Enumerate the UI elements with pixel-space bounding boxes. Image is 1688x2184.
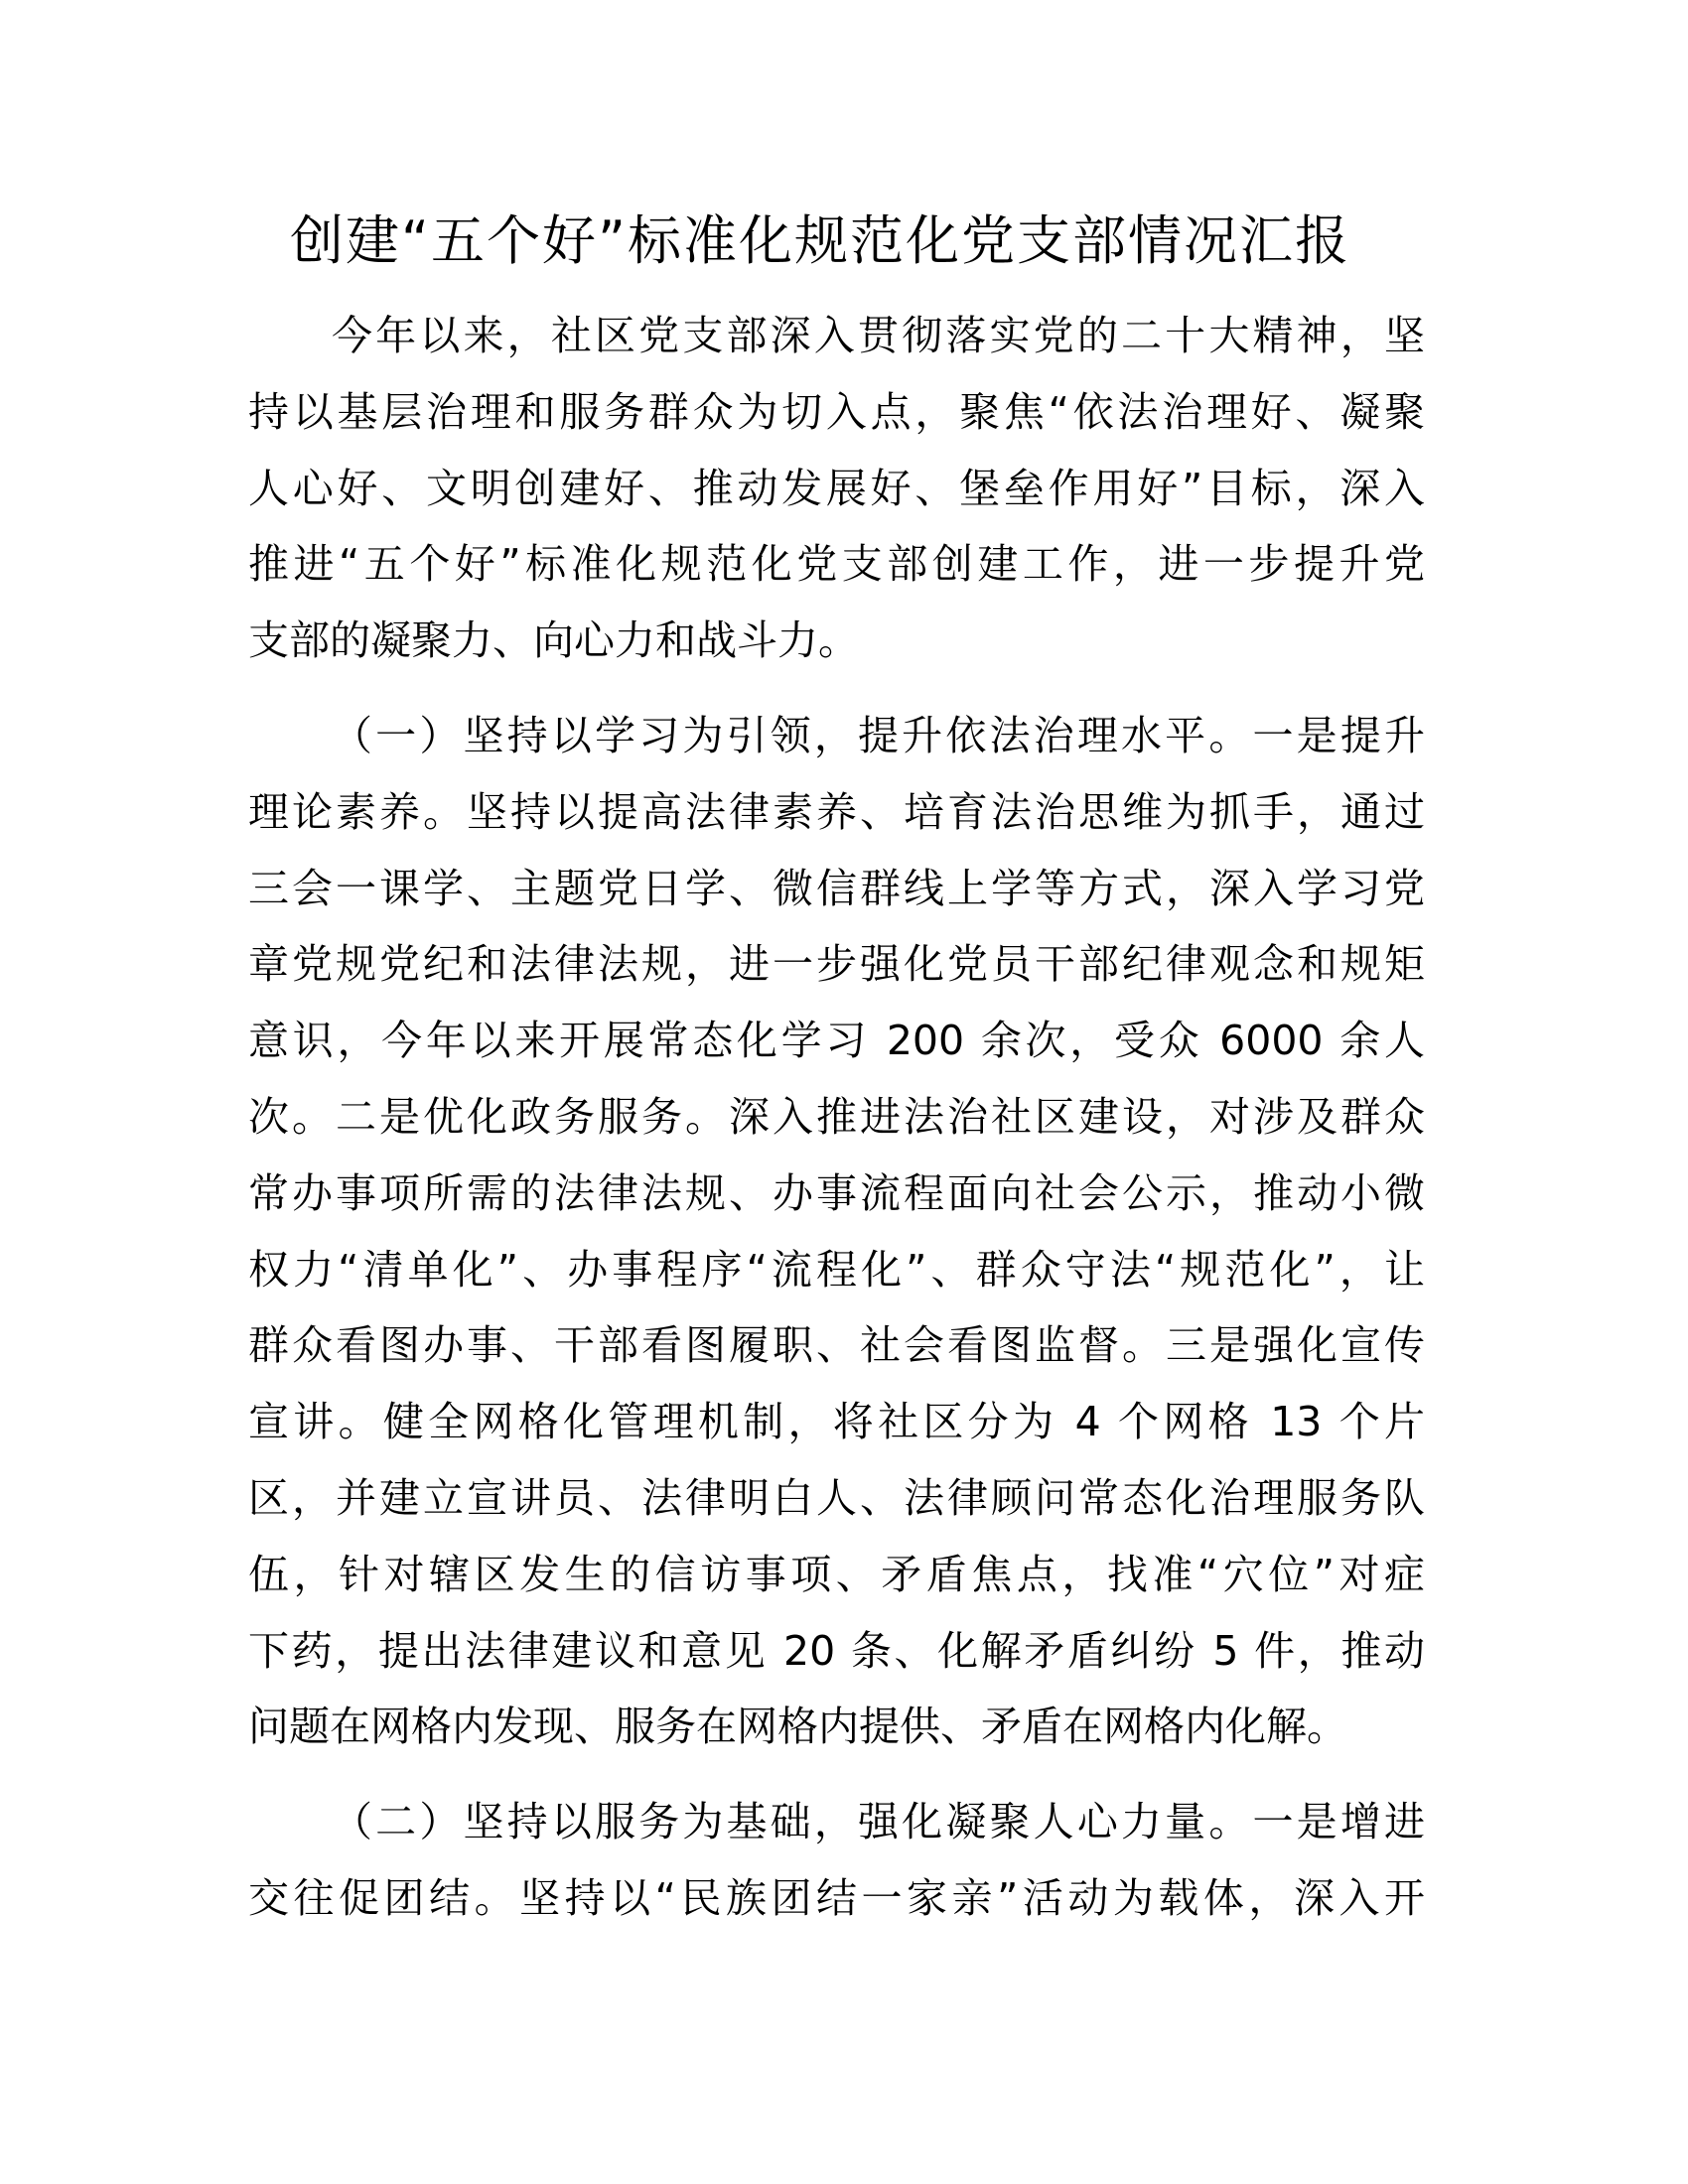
text-line: （二）坚持以服务为基础，强化凝聚人心力量。一是增进 xyxy=(332,1798,1425,1846)
text-line: 支部的凝聚力、向心力和战斗力。 xyxy=(248,616,859,665)
document-title: 创建“五个好”标准化规范化党支部情况汇报 xyxy=(290,209,1350,272)
text-line: 区，并建立宣讲员、法律明白人、法律顾问常态化治理服务队 xyxy=(248,1473,1425,1522)
text-line: 持以基层治理和服务群众为切入点，聚焦“依法治理好、凝聚 xyxy=(248,387,1425,436)
text-line: 理论素养。坚持以提高法律素养、培育法治思维为抓手，通过 xyxy=(248,787,1425,836)
text-line: 三会一课学、主题党日学、微信群线上学等方式，深入学习党 xyxy=(248,864,1425,912)
text-line: 章党规党纪和法律法规，进一步强化党员干部纪律观念和规矩 xyxy=(248,940,1425,989)
text-line: 群众看图办事、干部看图履职、社会看图监督。三是强化宣传 xyxy=(248,1321,1425,1370)
document-body xyxy=(248,298,1425,1937)
text-line: 今年以来，社区党支部深入贯彻落实党的二十大精神，坚 xyxy=(332,312,1425,359)
text-line: 权力“清单化”、办事程序“流程化”、群众守法“规范化”，让 xyxy=(248,1245,1425,1294)
paragraph xyxy=(248,698,1425,1765)
text-line: 推进“五个好”标准化规范化党支部创建工作，进一步提升党 xyxy=(248,540,1425,589)
text-line: 下药，提出法律建议和意见 20 条、化解矛盾纠纷 5 件，推动 xyxy=(248,1626,1425,1675)
paragraph xyxy=(248,1784,1425,1937)
text-line: 意识，今年以来开展常态化学习 200 余次，受众 6000 余人 xyxy=(248,1017,1425,1065)
text-line: 次。二是优化政务服务。深入推进法治社区建设，对涉及群众 xyxy=(248,1092,1425,1141)
text-line: 人心好、文明创建好、推动发展好、堡垒作用好”目标，深入 xyxy=(248,464,1425,512)
text-line: 交往促团结。坚持以“民族团结一家亲”活动为载体，深入开 xyxy=(248,1873,1425,1922)
text-line: 宣讲。健全网格化管理机制，将社区分为 4 个网格 13 个片 xyxy=(248,1398,1425,1446)
paragraph xyxy=(248,298,1425,679)
text-line: 伍，针对辖区发生的信访事项、矛盾焦点，找准“穴位”对症 xyxy=(248,1550,1425,1598)
text-line: 问题在网格内发现、服务在网格内提供、矛盾在网格内化解。 xyxy=(248,1703,1347,1751)
text-line: 常办事项所需的法律法规、办事流程面向社会公示，推动小微 xyxy=(248,1168,1425,1217)
text-line: （一）坚持以学习为引领，提升依法治理水平。一是提升 xyxy=(332,711,1425,759)
